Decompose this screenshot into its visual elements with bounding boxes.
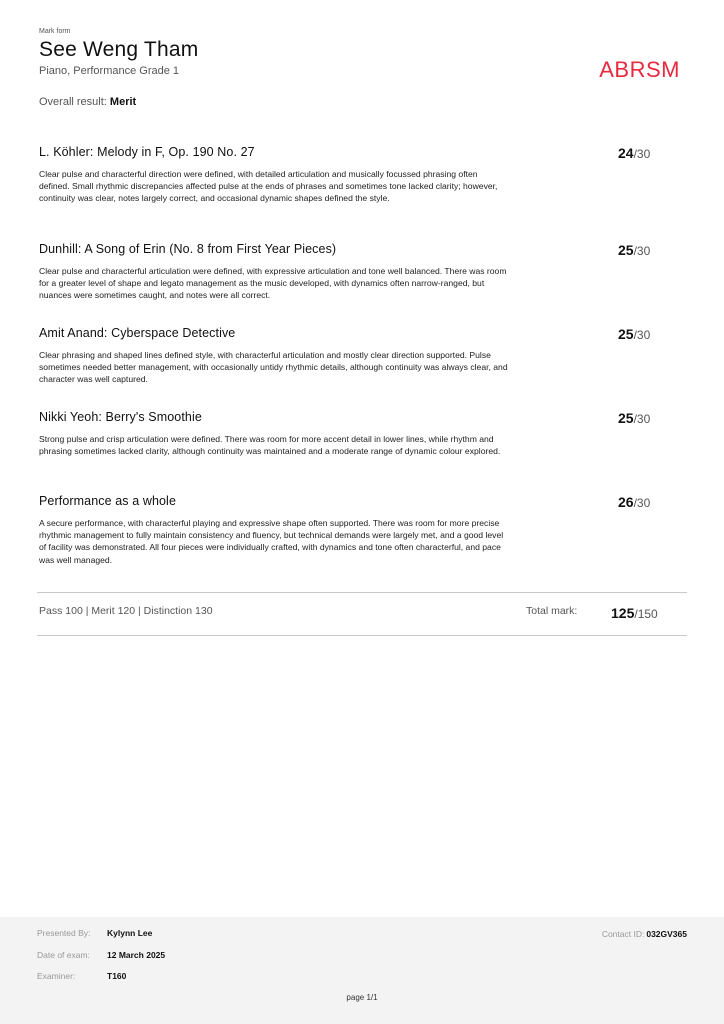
score-value: 24 — [618, 145, 634, 161]
total-mark-value: 125 — [611, 605, 635, 621]
exam-date — [37, 950, 165, 960]
piece-comment: Clear phrasing and shaped lines defined style, with characterful articulation and mostly clear direction supported. Pulse sometimes needed better management, with occasionally untidy rhythmic details, although continuity was always clear, and character was well captured. — [39, 350, 508, 385]
candidate-name: See Weng Tham — [39, 38, 199, 61]
score-max: /30 — [633, 496, 651, 510]
contact-id-value: 032GV365 — [646, 929, 687, 939]
overall-result — [39, 96, 136, 108]
examiner-label: Examiner: — [37, 971, 76, 981]
piece-score — [618, 145, 650, 161]
presented-by-label: Presented By: — [37, 928, 91, 938]
exam-subject: Piano, Performance Grade 1 — [39, 65, 180, 77]
total-mark-label: Total mark: — [526, 605, 578, 617]
page-number: page 1/1 — [346, 993, 378, 1002]
score-value: 26 — [618, 494, 634, 510]
score-value: 25 — [618, 242, 634, 258]
piece-score — [618, 326, 650, 342]
piece-title: L. Köhler: Melody in F, Op. 190 No. 27 — [39, 145, 255, 159]
piece-comment: A secure performance, with characterful playing and expressive shape often supported. There was room for more precise rhythmic management to fully maintain consistency and fluency, but technical demands were largely met, and a good level of facility was demonstrated. All four pieces were individually crafted, with dynamics and tone often characterful, and pace was well managed. — [39, 518, 504, 565]
score-max: /30 — [633, 412, 651, 426]
piece-score — [618, 410, 650, 426]
score-max: /30 — [633, 147, 651, 161]
score-max: /30 — [633, 244, 651, 258]
abrsm-logo: ABRSM — [599, 57, 680, 82]
footer — [0, 917, 724, 1024]
piece-title: Amit Anand: Cyberspace Detective — [39, 326, 236, 340]
score-value: 25 — [618, 410, 634, 426]
divider — [37, 592, 687, 593]
examiner-value: T160 — [107, 971, 127, 981]
piece-section — [39, 242, 679, 302]
piece-comment: Clear pulse and characterful direction were defined, with detailed articulation and musically focussed phrasing often defined. Small rhythmic discrepancies affected pulse at the ends of phrases and sometimes tone lacked clarity; however, continuity was clear, notes largely correct, and occasional dynamic shapes defined the style. — [39, 169, 498, 204]
piece-comment: Clear pulse and characterful articulation were defined, with expressive articulation and tone well balanced. There was room for a greater level of shape and legato management as the music developed, with dynamics often narrow-ranged, but nuances were sometimes caught, and notes were all correct. — [39, 266, 507, 301]
piece-comment: Strong pulse and crisp articulation were defined. There was room for more accent detail in lower lines, while rhythm and phrasing sometimes lacked clarity, although continuity was maintained and a moderate range of dynamic colour explored. — [39, 434, 501, 457]
overall-result-label: Overall result: — [39, 96, 107, 108]
overall-result-value: Merit — [109, 96, 137, 108]
examiner — [37, 971, 126, 981]
piece-section — [39, 410, 679, 457]
piece-title: Dunhill: A Song of Erin (No. 8 from First Year Pieces) — [39, 242, 337, 256]
contact-id-label: Contact ID: — [601, 929, 645, 939]
grade-thresholds: Pass 100 | Merit 120 | Distinction 130 — [39, 605, 213, 617]
total-mark-max: /150 — [634, 607, 658, 621]
score-max: /30 — [633, 328, 651, 342]
piece-title: Nikki Yeoh: Berry's Smoothie — [39, 410, 202, 424]
score-value: 25 — [618, 326, 634, 342]
presented-by-value: Kylynn Lee — [107, 928, 153, 938]
piece-section — [39, 494, 679, 566]
total-mark — [611, 605, 658, 621]
exam-date-label: Date of exam: — [37, 950, 90, 960]
contact-id — [602, 929, 687, 939]
divider — [37, 635, 687, 636]
piece-title: Performance as a whole — [39, 494, 176, 508]
piece-score — [618, 494, 650, 510]
piece-section — [39, 145, 679, 205]
piece-section — [39, 326, 679, 386]
presented-by — [37, 928, 152, 938]
piece-score — [618, 242, 650, 258]
exam-date-value: 12 March 2025 — [107, 950, 166, 960]
form-label: Mark form — [39, 28, 71, 35]
